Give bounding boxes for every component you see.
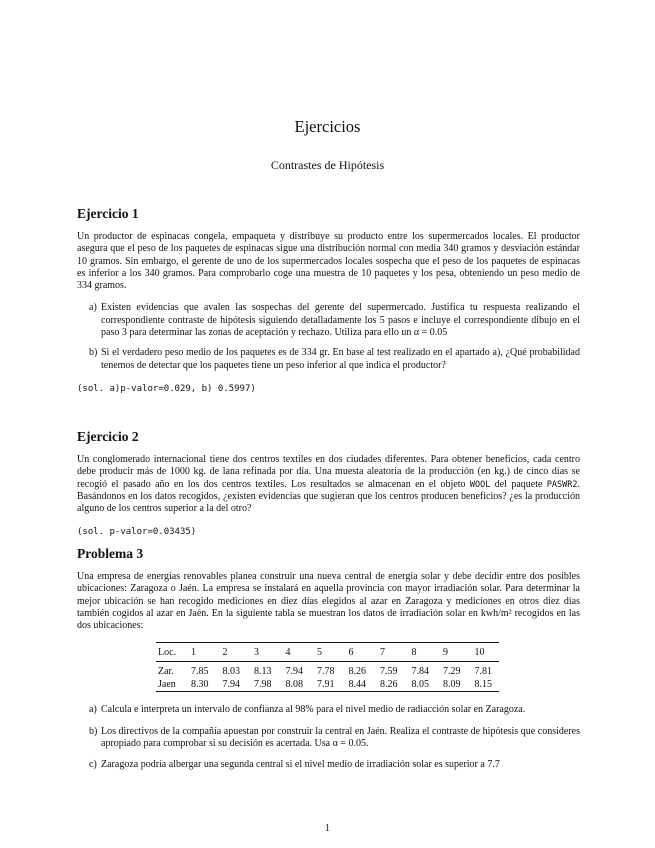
exercise-2-heading: Ejercicio 2 — [77, 429, 139, 444]
item-marker: b) — [89, 725, 98, 737]
page-number: 1 — [325, 823, 330, 834]
exercise-1-heading: Ejercicio 1 — [77, 206, 139, 221]
table-row — [156, 662, 499, 679]
table-header-cell: 2 — [222, 646, 228, 658]
exercise-1-items — [77, 302, 580, 371]
item-marker: b) — [89, 347, 98, 359]
table-header-cell: 9 — [443, 646, 449, 658]
exercise-2-solution: (sol. p-valor=0.03435) — [77, 527, 197, 538]
table-cell: 7.91 — [317, 679, 335, 691]
problem-3 — [77, 546, 580, 772]
table-cell: 7.29 — [443, 666, 461, 678]
item-text: Calcula e interpreta un intervalo de confianza al 98% para el nivel medio de radiacción solar en Zaragoza. — [101, 704, 526, 716]
table-cell: 8.05 — [411, 679, 430, 691]
exercise-1 — [77, 206, 580, 395]
list-item — [77, 726, 580, 751]
package-name: PASWR2 — [546, 479, 578, 490]
table-header-cell: 8 — [411, 646, 417, 658]
table-cell: 8.26 — [348, 666, 367, 678]
table-row — [156, 678, 499, 692]
table-cell: 8.08 — [285, 679, 304, 691]
table-header-cell: 6 — [348, 646, 354, 658]
object-name: WOOL — [469, 479, 491, 490]
table-cell: 8.26 — [380, 679, 398, 691]
problem-3-items — [77, 704, 580, 771]
exercise-2 — [77, 429, 580, 538]
table-header-row — [156, 643, 499, 662]
table-cell: 7.78 — [317, 666, 335, 678]
table-header-cell: 10 — [474, 646, 485, 658]
list-item — [77, 759, 580, 771]
irradiation-table — [156, 642, 499, 692]
table-header-cell: 1 — [191, 646, 197, 658]
table-cell: 8.44 — [348, 679, 367, 691]
exercise-2-statement: Un conglomerado internacional tiene dos centros textiles en dos ciudades diferentes. Para obtener beneficios, cada centro debe producir más de 1000 kg. de lana refinada por día. Una muesta aleatoria de la producción (en kg.) de cinco días se recogió el pasado año en los dos centros textiles. Los resultados se almacenan en el objeto WOOL del paquete PASWR2. Basándonos en los datos recogidos, ¿existen evidencias que sugieran que los centros producen beneficios? ¿es la producción alguno de los centros superior a la del otro? — [77, 454, 580, 515]
table-cell: 7.94 — [222, 679, 241, 691]
table-cell: 8.15 — [474, 679, 493, 691]
item-marker: c) — [89, 759, 97, 771]
table-cell: Zar. — [158, 666, 174, 678]
table-header-cell: Loc. — [158, 646, 177, 658]
table-cell: 8.13 — [254, 666, 272, 678]
table-cell: 7.94 — [285, 666, 304, 678]
table-cell: Jaen — [158, 679, 176, 691]
item-text: Zaragoza podría albergar una segunda central si el nivel medio de irradiación solar es superior a 7.7 — [101, 759, 500, 771]
table-cell: 8.09 — [443, 679, 461, 691]
table-header-cell: 3 — [254, 646, 260, 658]
table-cell: 7.81 — [474, 666, 493, 678]
item-marker: a) — [89, 704, 97, 716]
table-header-cell: 7 — [380, 646, 386, 658]
exercise-1-solution: (sol. a)p-valor=0.029, b) 0.5997) — [77, 383, 256, 394]
exercise-1-statement: Un productor de espinacas congela, empaqueta y distribuye su producto entre los supermercados locales. El productor asegura que el peso de los paquetes de espinacas sigue una distribución normal con media 340 gramos y desviación estándar 10 gramos. Sin embargo, el gerente de uno de los supermercados locales sospecha que el peso de los paquetes de espinacas es inferior a los 340 gramos. Para comprobarlo coge una muestra de 10 paquetes y los pesa, obteniendo un peso medio de 334 gramos. — [77, 231, 580, 292]
page-subtitle: Contrastes de Hipótesis — [270, 158, 385, 172]
table-cell: 7.84 — [411, 666, 430, 678]
page-title: Ejercicios — [294, 117, 361, 136]
table-cell: 7.85 — [191, 666, 209, 678]
table-cell: 7.98 — [254, 679, 272, 691]
table-header-cell: 5 — [317, 646, 323, 658]
list-item — [77, 704, 580, 716]
list-item — [77, 302, 580, 339]
problem-3-statement: Una empresa de energías renovables planea construir una nueva central de energía solar y debe decidir entre dos posibles ubicaciones: Zaragoza o Jaén. La empresa se instalará en aquella provincia con mayor irradiación solar. Para determinar la mejor ubicación se han recogido mediciones en diez días elegidos al azar en Zaragoza y mediciones en otros diez días también cogidos al azar en Jaén. En la siguiente tabla se muestran los datos de irradiación solar en kwh/m² recogidos en las dos ubicaciones: — [77, 571, 580, 632]
table-cell: 8.30 — [191, 679, 209, 691]
item-text: Existen evidencias que avalen las sospechas del gerente del supermercado. Justifica tu respuesta realizando el correspondiente contraste de hipótesis siguiendo detalladamente los 5 pasos e incluye el correspondiente dibujo en el paso 3 para determinar las zonas de aceptación y rechazo. Utiliza para ello un α = 0.05 — [101, 302, 580, 339]
list-item — [77, 347, 580, 372]
item-text: Los directivos de la compañía apuestan por construir la central en Jaén. Realiza el contraste de hipótesis que consideres apropiado para comprobar si su decisión es acertada. Usa α = 0.05. — [101, 725, 580, 750]
table-cell: 8.03 — [222, 666, 241, 678]
table-header-cell: 4 — [285, 646, 291, 658]
item-marker: a) — [89, 302, 97, 314]
problem-3-heading: Problema 3 — [77, 546, 144, 561]
table-cell: 7.59 — [380, 666, 398, 678]
item-text: Si el verdadero peso medio de los paquetes es de 334 gr. En base al test realizado en el apartado a), ¿Qué probabilidad tenemos de detectar que los paquetes tiene un peso inferior al que indica el productor? — [101, 347, 580, 371]
